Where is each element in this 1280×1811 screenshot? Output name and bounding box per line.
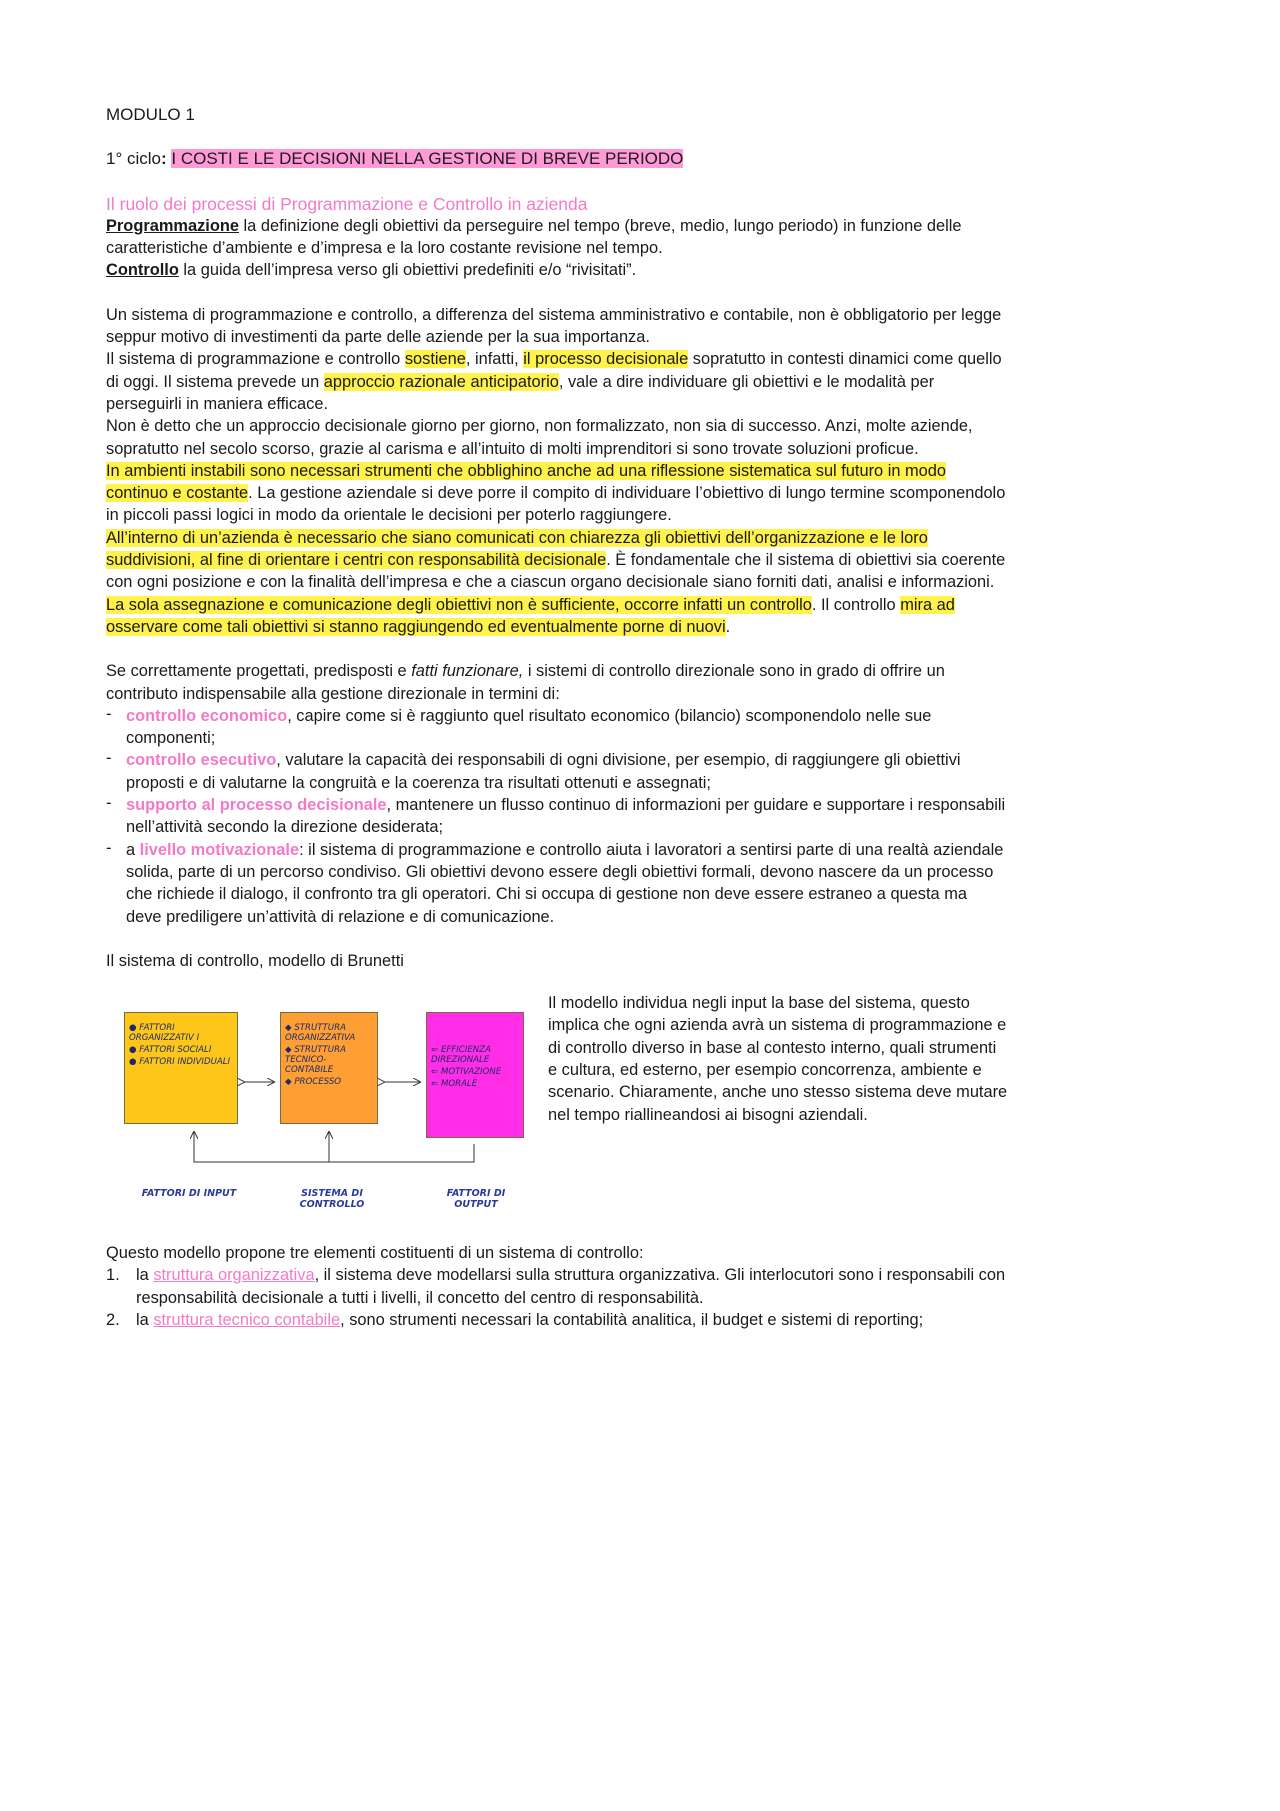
text: sopratutto in contesti dinamici come quello di oggi. Il sistema prevede un <box>106 350 1002 391</box>
model-section <box>106 972 1006 1242</box>
box-entry-label: STRUTTURA ORGANIZZATIVA <box>285 1023 356 1044</box>
text: , valutare la capacità dei responsabili di ogni divisione, per esempio, di raggiungere gli obiettivi proposti e di valutarne la congruità e la coerenza tra risultati ottenuti e assegnati; <box>126 751 961 792</box>
paragraph: Un sistema di programmazione e controllo, a differenza del sistema amministrativo e contabile, non è obbligatorio per legge seppur motivo di investimenti da parte delle aziende per la sua importanza. <box>106 305 1002 347</box>
text: Il sistema di programmazione e controllo <box>106 350 405 369</box>
box-entry-label: EFFICIENZA DIREZIONALE <box>431 1045 491 1066</box>
paragraph <box>106 594 1006 639</box>
box-entry: ◆ STRUTTURA TECNICO-CONTABILE <box>285 1045 346 1076</box>
text: la <box>136 1266 154 1285</box>
highlight: approccio razionale anticipatorio <box>323 372 559 391</box>
text: , infatti, <box>465 350 524 369</box>
text: a <box>126 840 140 859</box>
box-entry-label: STRUTTURA TECNICO-CONTABILE <box>285 1045 346 1076</box>
cycle-prefix: 1° ciclo <box>106 149 161 169</box>
box-entry-label: PROCESSO <box>294 1077 342 1088</box>
term-programmazione: Programmazione <box>106 216 239 235</box>
box-entry-label: FATTORI INDIVIDUALI <box>139 1057 231 1068</box>
definition-programmazione <box>106 215 1006 260</box>
text: i sistemi di controllo direzionale sono in grado di offrire un contributo indispensabile alla gestione direzionale in termini di: <box>106 662 945 703</box>
box-entry: ● FATTORI ORGANIZZATIV I <box>129 1023 200 1044</box>
list-item <box>106 1264 1006 1309</box>
label-input: FATTORI DI INPUT <box>141 1188 237 1200</box>
element-term: struttura organizzativa <box>153 1266 315 1285</box>
text: la <box>136 1310 154 1329</box>
highlight: All’interno di un’azienda è necessario che siano comunicati con chiarezza gli obiettivi dell’organizzazione e le loro suddivisioni, al fine di orientare i centri con responsabilità decisionale <box>106 528 928 570</box>
text: . La gestione aziendale si deve porre il compito di individuare l’obiettivo di lungo termine scomponendolo in piccoli passi logici in modo da orientale le decisioni per poterlo raggiungere. <box>106 484 1006 525</box>
cycle-title: I COSTI E LE DECISIONI NELLA GESTIONE DI BREVE PERIODO <box>171 149 684 169</box>
model-description: Il modello individua negli input la base del sistema, questo implica che ogni azienda avrà un sistema di programmazione e di controllo diverso in base al contesto interno, quali strumenti e cultura, ed esterno, per esempio concorrenza, ambiente e scenario. Chiaramente, anche uno stesso sistema deve mutare nel tempo riallineandosi ai bisogni aziendali. <box>548 994 1008 1124</box>
box-entry-label: MORALE <box>440 1079 478 1090</box>
item-number: 2. <box>106 1310 120 1329</box>
definition-text: la definizione degli obiettivi da perseguire nel tempo (breve, medio, lungo periodo) in funzione delle caratteristiche d’ambiente e d’impresa e la loro costante revisione nel tempo. <box>106 216 962 258</box>
highlight: il processo decisionale <box>523 350 689 369</box>
text: , mantenere un flusso continuo di informazioni per guidare e supportare i responsabili nell’attività secondo la direzione desiderata; <box>126 796 1006 837</box>
document-page <box>106 104 1006 1331</box>
section-title: Il ruolo dei processi di Programmazione e Controllo in azienda <box>106 193 588 214</box>
input-factors-box <box>124 1012 238 1124</box>
box-entry-label: MOTIVAZIONE <box>440 1067 502 1078</box>
list-item <box>106 749 1006 794</box>
item-number: 1. <box>106 1266 120 1285</box>
label-output: FATTORI DI OUTPUT <box>446 1188 506 1211</box>
text: . Il controllo <box>811 595 901 614</box>
output-factors-box <box>426 1012 524 1138</box>
elements-intro: Questo modello propone tre elementi costituenti di un sistema di controllo: <box>106 1244 644 1263</box>
box-entry: ⇐ EFFICIENZA DIREZIONALE <box>431 1045 491 1066</box>
text: , vale a dire individuare gli obiettivi e le modalità per perseguirli in maniera efficace. <box>106 372 935 413</box>
box-entry-label: FATTORI SOCIALI <box>139 1045 212 1056</box>
box-entry-label: FATTORI ORGANIZZATIV I <box>129 1023 200 1044</box>
box-entry: ● FATTORI INDIVIDUALI <box>129 1057 231 1068</box>
list-item <box>106 794 1006 839</box>
text: : il sistema di programmazione e controllo aiuta i lavoratori a sentirsi parte di una realtà aziendale solida, parte di un percorso condiviso. Gli obiettivi devono essere degli obiettivi formali, devono nascere da un processo che richiede il dialogo, il confronto tra gli operatori. Chi si occupa di gestione non deve essere estraneo a questa ma deve prediligere un’attività di relazione e di comunicazione. <box>126 840 1004 926</box>
bullet-term: controllo economico <box>126 706 288 725</box>
brunetti-diagram <box>114 1012 534 1212</box>
highlight: mira ad osservare come tali obiettivi si stanno raggiungendo ed eventualmente porne di nuovi <box>106 595 955 636</box>
list-item <box>106 1309 1006 1331</box>
paragraph <box>106 348 1006 415</box>
text: , il sistema deve modellarsi sulla struttura organizzativa. Gli interlocutori sono i responsabili con responsabilità decisionale a tutti i livelli, il concetto del centro di responsabilità. <box>136 1266 1006 1307</box>
control-system-box <box>280 1012 378 1124</box>
text: , capire come si è raggiunto quel risultato economico (bilancio) scomponendolo nelle sue componenti; <box>126 706 932 748</box>
paragraph <box>106 660 1006 705</box>
label-control: SISTEMA DI CONTROLLO <box>299 1188 365 1211</box>
bullet-term: supporto al processo decisionale <box>126 796 387 815</box>
highlight: sostiene <box>404 350 466 369</box>
highlight: In ambienti instabili sono necessari strumenti che obblighino anche ad una riflessione sistematica sul futuro in modo continuo e costante <box>106 461 947 503</box>
module-heading: MODULO 1 <box>106 105 195 124</box>
bullet-list <box>106 705 1006 928</box>
paragraph <box>106 460 1006 527</box>
definition-text: la guida dell’impresa verso gli obiettivi predefiniti e/o “rivisitati”. <box>178 261 637 280</box>
box-entry: ● FATTORI SOCIALI <box>129 1045 212 1056</box>
list-item <box>106 839 1006 928</box>
text: , sono strumenti necessari la contabilità analitica, il budget e sistemi di reporting; <box>340 1310 924 1329</box>
element-term: struttura tecnico contabile <box>153 1310 341 1329</box>
term-controllo: Controllo <box>106 261 179 280</box>
paragraph <box>106 527 1006 594</box>
highlight: La sola assegnazione e comunicazione degli obiettivi non è sufficiente, occorre infatti un controllo <box>106 595 812 614</box>
text: . <box>725 617 731 636</box>
model-caption: Il sistema di controllo, modello di Brunetti <box>106 951 404 970</box>
box-entry: ⇐ MORALE <box>431 1079 478 1090</box>
box-entry: ◆ PROCESSO <box>285 1077 342 1088</box>
text: Se correttamente progettati, predisposti e <box>106 662 412 681</box>
cycle-heading <box>106 148 1006 170</box>
italic-text: fatti funzionare, <box>411 662 524 681</box>
list-item <box>106 705 1006 750</box>
definition-controllo <box>106 259 1006 281</box>
bullet-term: controllo esecutivo <box>126 751 277 770</box>
bullet-term: livello motivazionale <box>139 840 300 859</box>
elements-list <box>106 1264 1006 1331</box>
text: . È fondamentale che il sistema di obiettivi sia coerente con ogni posizione e con la finalità dell’impresa e che a ciascun organo decisionale siano forniti dati, analisi e informazioni. <box>106 551 1006 592</box>
paragraph: Non è detto che un approccio decisionale giorno per giorno, non formalizzato, non sia di successo. Anzi, molte aziende, sopratutto nel secolo scorso, grazie al carisma e all’intuito di molti imprenditori si sono trovate soluzioni proficue. <box>106 417 973 458</box>
cycle-colon: : <box>160 149 167 169</box>
box-entry: ⇐ MOTIVAZIONE <box>431 1067 502 1078</box>
box-entry: ◆ STRUTTURA ORGANIZZATIVA <box>285 1023 356 1044</box>
